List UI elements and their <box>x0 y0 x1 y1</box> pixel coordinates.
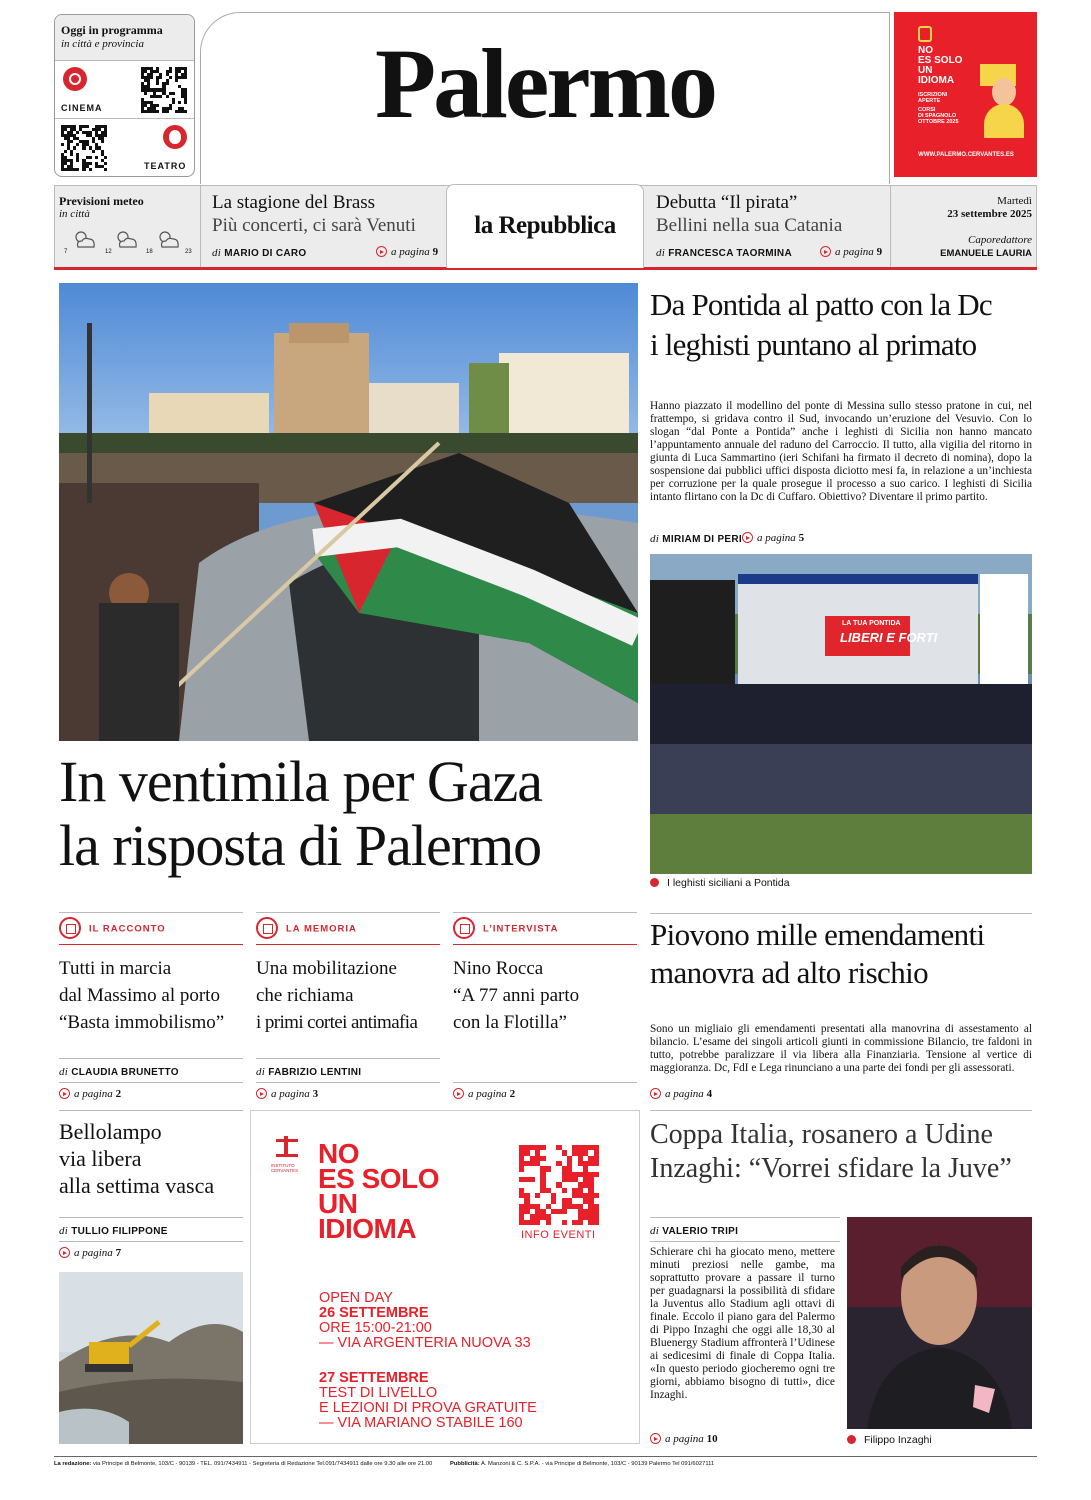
editor-name: EMANUELE LAURIA <box>940 248 1032 259</box>
coppa-headline[interactable]: Coppa Italia, rosanero a Udine Inzaghi: “Vorrei sfidare la Juve” <box>650 1119 1012 1184</box>
landfill-excavator-photo <box>59 1272 243 1444</box>
memoria-page[interactable]: a pagina 3 <box>256 1088 318 1100</box>
program-title: Oggi in programma <box>61 23 163 37</box>
pontida-page[interactable]: a pagina 5 <box>742 532 804 544</box>
bellolampo-photo[interactable] <box>59 1272 243 1444</box>
emendamenti-text: Sono un migliaio gli emendamenti presentati alla manovrina di assestamento al bilancio. L’esame dei singoli articoli giunti in commissione Bilancio, tre faldoni in tutto, potrebbe paralizzare il via libera alla Finanziaria. Tensione al vertice di maggioranza. Dc, FdI e Lega rinunciano a una parte dei fondi per gli assessorati. <box>650 1023 1032 1074</box>
ad-cervantes[interactable]: INSTITUTO CERVANTES NO ES SOLO UN IDIOMA INFO EVENTI OPEN DAY 26 SETTEMBRE ORE 15:00-21:00 — VIA ARGENTERIA NUOVA 33 27 SETTEMBRE TEST DI LIVELLO E LEZIONI DI PROVA GRATUITE — VIA MARIANO STABILE 160 <box>250 1110 640 1444</box>
memoria-byline: di FABRIZIO LENTINI <box>256 1066 362 1078</box>
meteo-title: Previsioni meteo <box>59 194 144 208</box>
teatro-qr-icon[interactable] <box>61 125 107 171</box>
teaser-pirata-subtitle[interactable]: Bellini nella sua Catania <box>656 215 843 236</box>
pontida-caption: I leghisti siciliani a Pontida <box>650 877 790 889</box>
date-full: 23 settembre 2025 <box>947 208 1032 220</box>
bellolampo-page[interactable]: a pagina 7 <box>59 1247 121 1259</box>
ad-slogan: NO ES SOLO UN IDIOMA <box>318 1138 439 1244</box>
sun-cloud-icon <box>114 228 140 255</box>
racconto-page[interactable]: a pagina 2 <box>59 1088 121 1100</box>
info-qr-icon[interactable] <box>519 1145 599 1225</box>
ad-dates: OPEN DAY 26 SETTEMBRE ORE 15:00-21:00 — VIA ARGENTERIA NUOVA 33 27 SETTEMBRE TEST DI LIVELLO E LEZIONI DI PROVA GRATUITE — VIA MARIANO STABILE 160 <box>319 1290 537 1431</box>
teaser-brass-title[interactable]: La stagione del Brass <box>212 192 376 213</box>
teaser-pirata-byline: di FRANCESCA TAORMINA <box>656 247 792 259</box>
masthead-title: Palermo <box>375 28 715 139</box>
filippo-inzaghi-portrait <box>847 1217 1032 1429</box>
brand-logo: la Repubblica <box>474 212 616 239</box>
caption-dot-icon <box>847 1435 856 1444</box>
program-subtitle: in città e provincia <box>61 38 144 50</box>
emendamenti-page[interactable]: a pagina 4 <box>650 1088 712 1100</box>
teatro-label: TEATRO <box>144 161 187 171</box>
teaser-brass-byline: di MARIO DI CARO <box>212 247 307 259</box>
story-memoria-title[interactable]: Una mobilitazione che richiama i primi cortei antimafia <box>256 958 418 1033</box>
teaser-brass-subtitle[interactable]: Più concerti, ci sarà Venuti <box>212 215 416 236</box>
inzaghi-photo[interactable] <box>847 1217 1032 1429</box>
cinema-label: CINEMA <box>61 103 103 113</box>
teaser-pirata-title[interactable]: Debutta “Il pirata” <box>656 192 798 213</box>
cervantes-logo-icon <box>918 26 932 42</box>
cervantes-logo-icon <box>276 1139 298 1157</box>
ad-top[interactable]: NO ES SOLO UN IDIOMA ISCRIZIONI APERTE CORSI DI SPAGNOLO OTTOBRE 2025 WWW.PALERMO.CERVANTES.ES <box>894 12 1037 177</box>
racconto-byline: di CLAUDIA BRUNETTO <box>59 1066 179 1078</box>
cinema-icon <box>63 67 87 91</box>
sun-cloud-icon <box>72 228 98 255</box>
footer-redazione: La redazione: via Principe di Belmonte, 103/C - 90139 - TEL. 091/7434911 - Segreteria di Redazione Tel.091/7434911 dalle ore 9.30 alle ore 21.00 <box>54 1461 433 1467</box>
coppa-page[interactable]: a pagina 10 <box>650 1433 718 1445</box>
cinema-qr-icon[interactable] <box>141 67 187 113</box>
gaza-march-photo <box>59 283 638 741</box>
illustration-icon <box>976 60 1028 144</box>
meteo-subtitle: in città <box>59 208 90 220</box>
teaser-brass-page[interactable]: a pagina 9 <box>376 246 438 258</box>
leghisti-group-photo <box>650 554 1032 874</box>
section-intervista: L’INTERVISTA <box>453 917 559 939</box>
footer-pubblicita: Pubblicità: A. Manzoni & C. S.P.A. - via Principe di Belmonte, 103/C - 90139 Palermo Tel 091/6027111 <box>450 1461 715 1467</box>
teaser-pirata-page[interactable]: a pagina 9 <box>820 246 882 258</box>
meteo-icons <box>64 226 192 254</box>
editor-role: Caporedattore <box>968 234 1032 246</box>
section-memoria: LA MEMORIA <box>256 917 357 939</box>
caption-dot-icon <box>650 878 659 887</box>
coppa-byline: di VALERIO TRIPI <box>650 1225 739 1237</box>
intervista-page[interactable]: a pagina 2 <box>453 1088 515 1100</box>
emendamenti-headline[interactable]: Piovono mille emendamenti manovra ad alto rischio <box>650 917 985 990</box>
inzaghi-caption: Filippo Inzaghi <box>847 1434 932 1446</box>
coppa-text: Schierare chi ha giocato meno, mettere minuti preziosi nelle gambe, ma soprattutto provare a passare il turno per guadagnarsi la possibilità di sfidare la Juventus allo Stadium agli ottavi di finale. Eccolo il piano gara del Palermo di Pippo Inzaghi che oggi alle 18,30 al Bluenergy Stadium affronterà l’Udinese ai sedicesimi di finale di Coppa Italia. «In questo periodo giocheremo ogni tre giorni, abbiamo bisogno di tutti», dice Inzaghi. <box>650 1246 835 1401</box>
teatro-icon <box>163 125 187 149</box>
main-photo[interactable] <box>59 283 638 741</box>
pontida-headline[interactable]: Da Pontida al patto con la Dc i leghisti puntano al primato <box>650 287 992 362</box>
program-box <box>54 14 195 177</box>
bellolampo-headline[interactable]: Bellolampo via libera alla settima vasca <box>59 1119 215 1198</box>
date-day: Martedì <box>997 195 1032 207</box>
article-icon <box>256 917 278 939</box>
article-icon <box>59 917 81 939</box>
story-racconto-title[interactable]: Tutti in marcia dal Massimo al porto “Basta immobilismo” <box>59 958 225 1033</box>
pontida-byline: di MIRIAM DI PERI <box>650 533 743 545</box>
article-icon <box>453 917 475 939</box>
bellolampo-byline: di TULLIO FILIPPONE <box>59 1225 168 1237</box>
story-intervista-title[interactable]: Nino Rocca “A 77 anni parto con la Flotilla” <box>453 958 580 1033</box>
main-headline[interactable]: In ventimila per Gaza la risposta di Palermo <box>59 749 543 878</box>
section-racconto: IL RACCONTO <box>59 917 166 939</box>
sun-cloud-icon <box>156 228 182 255</box>
pontida-text: Hanno piazzato il modellino del ponte di Messina sullo stesso pratone in cui, nel frattempo, si gridava contro il Sud, invocando un’eruzione del Vesuvio. Con lo slogan “dal Ponte a Pontida” anche i leghisti di Sicilia non hanno mancato l’appuntamento annuale del raduno del Carroccio. Il tutto, alla vigilia del ritorno in giunta di Luca Sammartino (ieri Schifani ha firmato il decreto di nomina), dopo la sospensione dai pubblici uffici disposta diciotto mesi fa, in relazione a un’inchiesta per corruzione per la quale prosegue il processo a suo carico. I leghisti di Sicilia intanto flirtano con la Dc di Cuffaro. Obiettivo? Diventare il primo partito. <box>650 400 1032 503</box>
pontida-photo[interactable]: LA TUA PONTIDA LIBERI E FORTI <box>650 554 1032 874</box>
